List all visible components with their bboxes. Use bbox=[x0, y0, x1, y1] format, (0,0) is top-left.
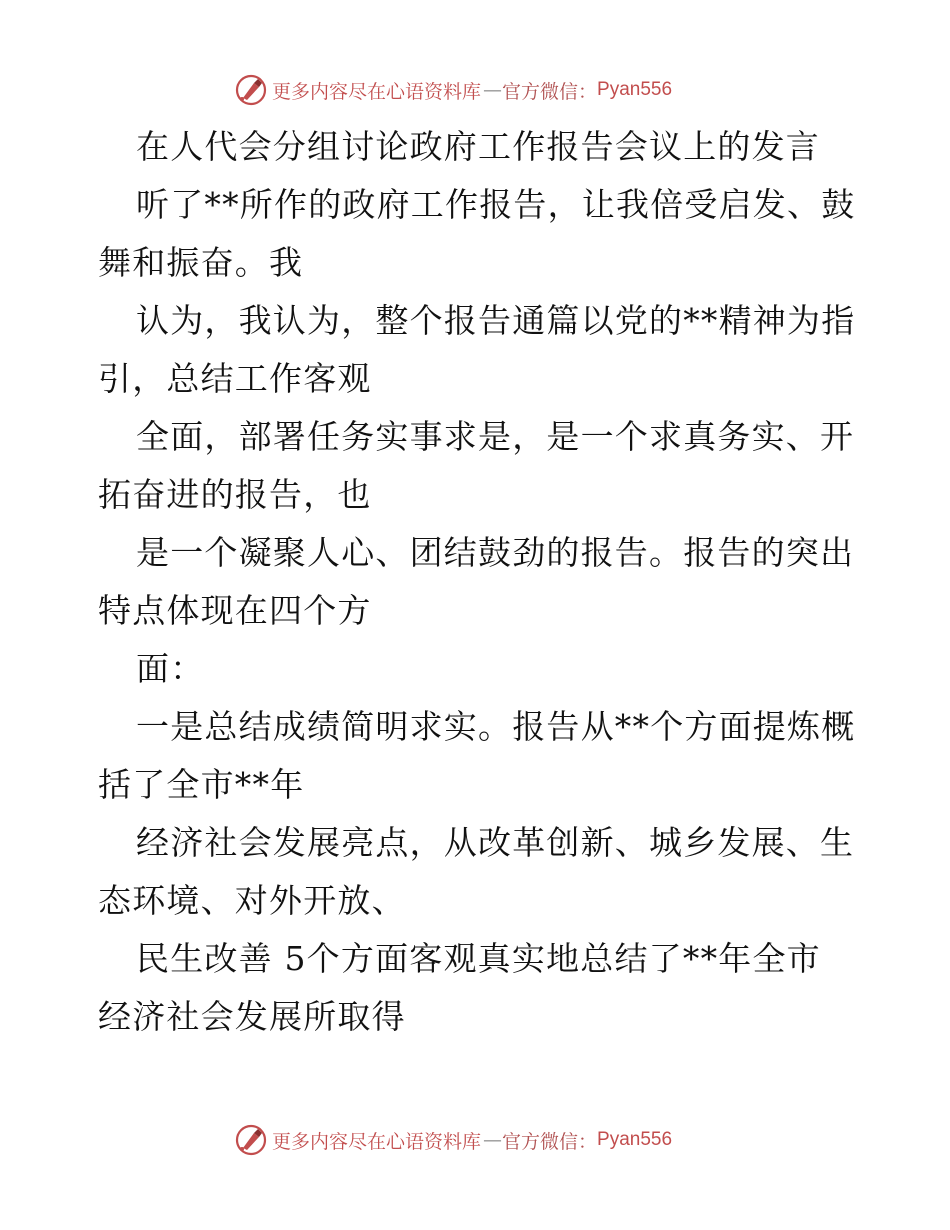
watermark-main-text: 更多内容尽在心语资料库 bbox=[272, 80, 482, 103]
watermark-wechat-label: 官方微信： bbox=[502, 1130, 598, 1153]
watermark-dash: — bbox=[483, 79, 501, 101]
paragraph-line: 面： bbox=[136, 649, 205, 688]
paragraph-line: 一是总结成绩简明求实。报告从**个方面提炼概 bbox=[136, 707, 856, 746]
paragraph-line: 特点体现在四个方 bbox=[98, 591, 372, 630]
paragraph-line: 拓奋进的报告，也 bbox=[98, 475, 372, 514]
paragraph-line: 认为，我认为，整个报告通篇以党的**精神为指 bbox=[136, 301, 856, 340]
watermark-main-text: 更多内容尽在心语资料库 bbox=[272, 1130, 482, 1153]
paragraph-line: 经济社会发展亮点，从改革创新、城乡发展、生 bbox=[136, 823, 855, 862]
paragraph-line: 全面，部署任务实事求是，是一个求真务实、开 bbox=[136, 417, 855, 456]
document-title: 在人代会分组讨论政府工作报告会议上的发言 bbox=[136, 127, 820, 166]
watermark-wechat-label: 官方微信： bbox=[502, 80, 598, 103]
document-body bbox=[98, 118, 858, 1046]
paragraph-line: 引，总结工作客观 bbox=[98, 359, 372, 398]
pen-nib-logo-icon bbox=[234, 73, 268, 107]
header-watermark bbox=[234, 70, 754, 110]
pen-nib-logo-icon bbox=[234, 1123, 268, 1157]
paragraph-line: 括了全市**年 bbox=[98, 765, 305, 804]
paragraph-line: 是一个凝聚人心、团结鼓劲的报告。报告的突出 bbox=[136, 533, 855, 572]
paragraph-line: 舞和振奋。我 bbox=[98, 243, 304, 282]
paragraph-line: 经济社会发展所取得 bbox=[98, 997, 406, 1036]
paragraph-line: 态环境、对外开放、 bbox=[98, 881, 406, 920]
paragraph-line: 民生改善 5个方面客观真实地总结了**年全市 bbox=[136, 939, 821, 978]
footer-watermark bbox=[234, 1120, 754, 1160]
watermark-dash: — bbox=[483, 1129, 501, 1151]
paragraph-line: 听了**所作的政府工作报告，让我倍受启发、鼓 bbox=[136, 185, 856, 224]
watermark-wechat-id: Pyan556 bbox=[597, 1129, 673, 1150]
watermark-wechat-id: Pyan556 bbox=[597, 79, 673, 100]
